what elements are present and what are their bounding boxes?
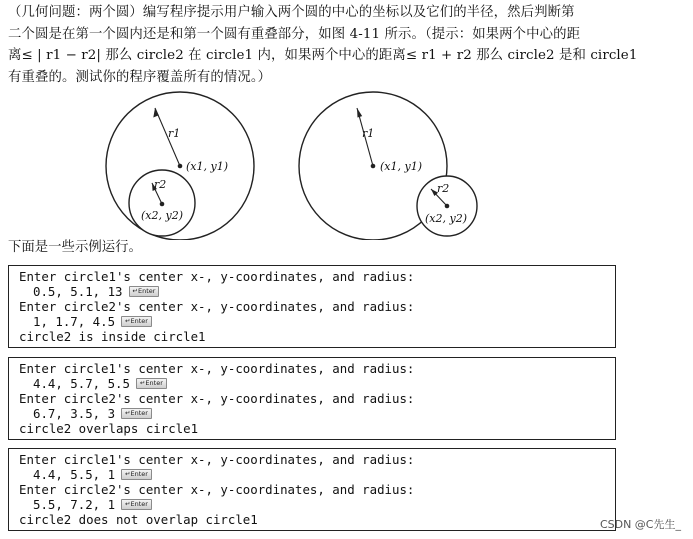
run1-prompt1: Enter circle1's center x-, y-coordinates, and radius: [19,269,415,284]
run1-prompt2: Enter circle2's center x-, y-coordinates, and radius: [19,299,415,314]
right-center2-dot [445,204,450,209]
problem-line-3: 离≤ | r1 − r2| 那么 circle2 在 circle1 内，如果两个中心的距离≤ r1 + r2 那么 circle2 是和 circle1 [8,48,638,63]
left-center1-label: (x1, y1) [186,160,228,173]
watermark: CSDN @C先生_ [599,518,681,531]
problem-line-1: （几何问题：两个圆）编写程序提示用户输入两个圆的中心的坐标以及它们的半径，然后判断第 [8,5,575,20]
left-center1-dot [178,164,183,169]
run2-prompt1: Enter circle1's center x-, y-coordinates, and radius: [19,361,415,376]
run3-result: circle2 does not overlap circle1 [19,512,258,527]
run1-input2: 1, 1.7, 4.5 [33,314,116,329]
enter-key-icon: ↵Enter [121,408,152,419]
run2-input1: 4.4, 5.7, 5.5 [33,376,130,391]
left-r1-label: r1 [168,127,181,140]
problem-line-4: 有重叠的。测试你的程序覆盖所有的情况。） [8,69,272,85]
right-r1-label: r1 [362,127,375,140]
right-center2-label: (x2, y2) [425,212,467,225]
right-r1-arrowhead [357,108,362,118]
sample-run-3 [8,448,616,531]
sample-runs-heading: 下面是一些示例运行。 [8,240,142,255]
run2-prompt2: Enter circle2's center x-, y-coordinates, and radius: [19,391,415,406]
run2-input2: 6.7, 3.5, 3 [33,406,116,421]
right-r2-label: r2 [437,182,450,195]
right-center1-dot [371,164,376,169]
run1-input1: 0.5, 5.1, 13 [33,284,123,299]
run2-result: circle2 overlaps circle1 [19,421,199,436]
run1-result: circle2 is inside circle1 [19,329,206,344]
sample-run-2 [8,357,616,440]
run3-input1: 4.4, 5.5, 1 [33,467,116,482]
enter-key-icon: ↵Enter [129,286,160,297]
run3-input2: 5.5, 7.2, 1 [33,497,116,512]
enter-key-icon: ↵Enter [121,499,152,510]
run3-prompt2: Enter circle2's center x-, y-coordinates, and radius: [19,482,415,497]
right-center1-label: (x1, y1) [380,160,422,173]
enter-key-icon: ↵Enter [136,378,167,389]
enter-key-icon: ↵Enter [121,316,152,327]
run3-prompt1: Enter circle1's center x-, y-coordinates, and radius: [19,452,415,467]
left-center2-dot [160,202,165,207]
circles-figure [0,70,693,240]
enter-key-icon: ↵Enter [121,469,152,480]
sample-run-1 [8,265,616,348]
problem-line-2: 二个圆是在第一个圆内还是和第一个圆有重叠部分，如图 4-11 所示。（提示：如果两个中心的距 [8,26,581,42]
left-r2-label: r2 [154,178,167,191]
left-center2-label: (x2, y2) [141,209,183,222]
